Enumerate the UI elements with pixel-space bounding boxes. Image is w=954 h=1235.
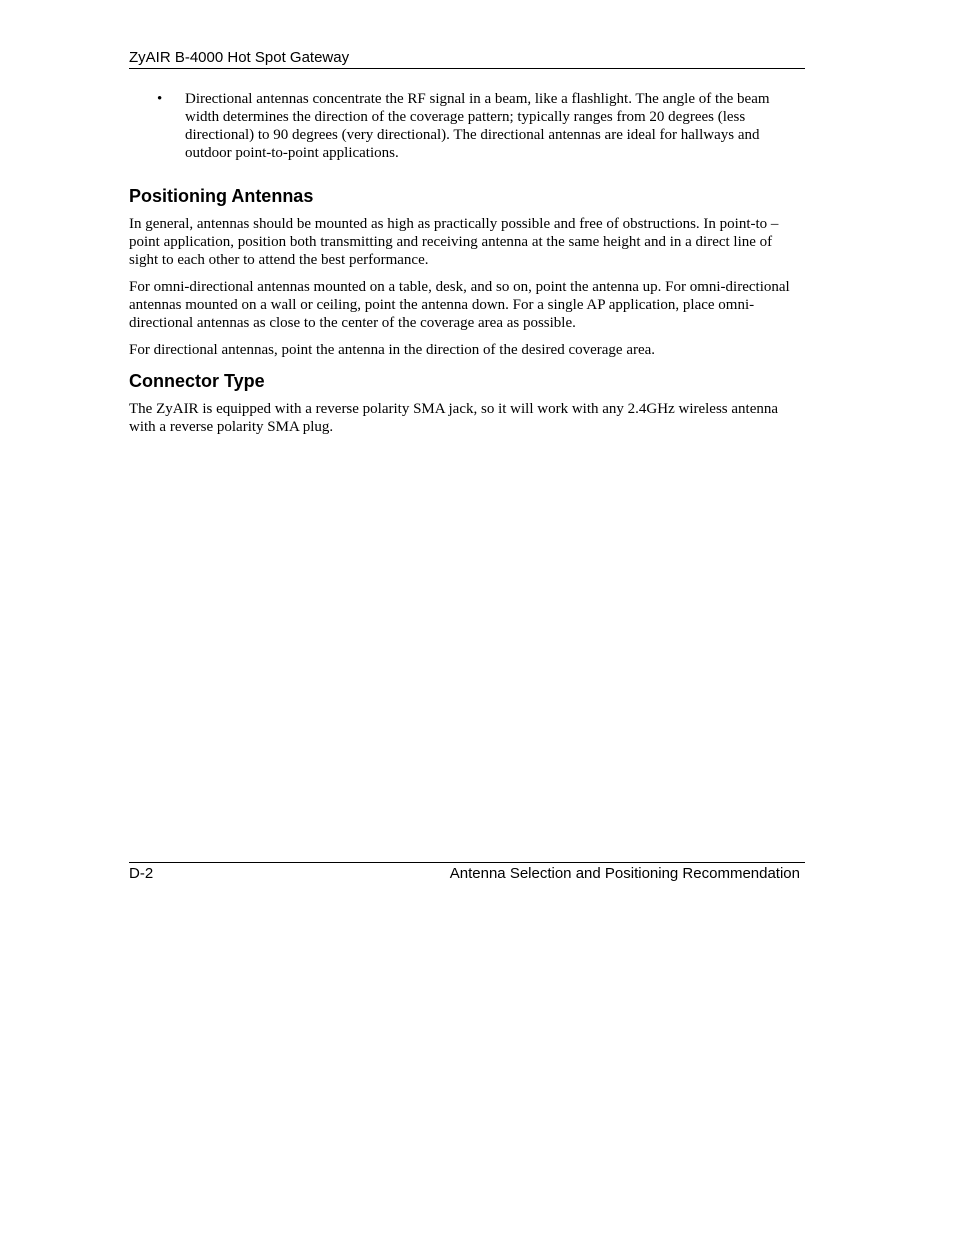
- header-title: ZyAIR B-4000 Hot Spot Gateway: [129, 49, 350, 66]
- bullet-mark: •: [157, 91, 163, 107]
- page-footer: [129, 862, 805, 884]
- paragraph-positioning-general: In general, antennas should be mounted as high as practically possible and free of obstructions. In point-to –point application, position both transmitting and receiving antenna at the same height and in a direct line of sight to each other to attend the best performance.: [129, 216, 779, 268]
- paragraph-positioning-omni: For omni-directional antennas mounted on a table, desk, and so on, point the antenna up. For omni-directional antennas mounted on a wall or ceiling, point the antenna down. For a single AP application, place omni-directional antennas as close to the center of the coverage area as possible.: [129, 279, 790, 331]
- heading-positioning-antennas: Positioning Antennas: [129, 186, 314, 206]
- footer-chapter-title: Antenna Selection and Positioning Recommendation: [449, 865, 800, 882]
- page-content: [129, 90, 805, 445]
- paragraph-connector: The ZyAIR is equipped with a reverse polarity SMA jack, so it will work with any 2.4GHz wireless antenna with a reverse polarity SMA plug.: [129, 401, 779, 435]
- footer-page-number: D-2: [129, 865, 154, 882]
- paragraph-positioning-directional: For directional antennas, point the antenna in the direction of the desired coverage area.: [129, 342, 656, 358]
- bullet-list: [129, 90, 805, 162]
- bullet-item-directional: [129, 90, 805, 162]
- heading-connector-type: Connector Type: [129, 371, 265, 391]
- bullet-text: Directional antennas concentrate the RF signal in a beam, like a flashlight. The angle of the beam width determines the direction of the coverage pattern; typically ranges from 20 degrees (less directional) to 90 degrees (very directional). The directional antennas are ideal for hallways and outdoor point-to-point applications.: [185, 91, 770, 161]
- page-header: [129, 48, 805, 69]
